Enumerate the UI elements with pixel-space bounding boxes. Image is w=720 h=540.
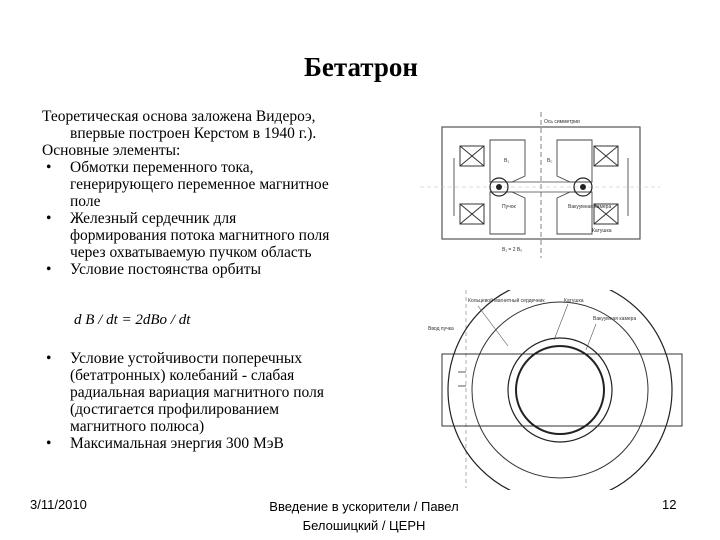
footer-author: Введение в ускорители / Павел Белошицкий / ЦЕРН [269, 499, 459, 533]
slide-title: Бетатрон [304, 52, 418, 82]
footer-date: 3/11/2010 [30, 497, 87, 512]
pointer-line [554, 304, 568, 340]
bullet-dot: • [46, 159, 52, 176]
coil-icon [460, 146, 484, 166]
yoke-band [442, 354, 682, 426]
bullet-item-core: • Железный сердечник для формирования потока магнитного поля через охватываемую пучком область [46, 210, 330, 261]
orbit-formula: d B / dt = 2dBo / dt [74, 312, 191, 328]
beam-dot [580, 184, 586, 190]
lower-pole-right [557, 192, 592, 234]
bullet-item-energy: • Максимальная энергия 300 МэВ [46, 435, 284, 452]
label-yoke: Кольцевой магнитный сердечник [468, 298, 545, 304]
betatron-cross-section-diagram [420, 110, 660, 260]
lower-pole-left [490, 192, 525, 234]
slide-body-bottom [42, 350, 387, 452]
label-beam: Пучок [502, 204, 516, 210]
coil-icon [594, 146, 618, 166]
vacuum-chamber-inner [516, 346, 604, 434]
bullet-item-stability: • Условие устойчивости поперечных (бетатронных) колебаний - слабая радиальная вариация магнитного поля (достигается профилированием магнитного полюса) [46, 350, 324, 435]
label-injection: Ввод пучка [428, 326, 454, 332]
bullet-item-orbit: • Условие постоянства орбиты [46, 261, 261, 278]
outer-yoke-ring [448, 290, 672, 490]
label-chamber: Вакуумная камера [568, 204, 612, 210]
upper-pole-right [557, 140, 592, 182]
bullet-dot: • [46, 261, 52, 278]
label-coil: Катушка [564, 298, 584, 304]
bullet-dot: • [46, 350, 52, 367]
pointer-line [586, 324, 596, 350]
diagram-frame [442, 127, 640, 239]
label-relation: B₁ = 2 B₀ [502, 247, 523, 253]
coil-ring [472, 302, 648, 478]
slide-body-top [42, 108, 387, 278]
label-b0: B₀ [547, 158, 553, 164]
page-number: 12 [662, 497, 677, 512]
label-chamber: Вакуумная камера [593, 316, 637, 322]
label-b1: B₁ [504, 158, 510, 164]
pointer-line [478, 306, 508, 346]
bullet-item-coils: • Обмотки переменного тока, генерирующего переменное магнитное поле [46, 159, 329, 210]
intro-line: Теоретическая основа заложена Видероэ, [42, 108, 316, 125]
label-axis: Ось симметрии [544, 119, 580, 125]
label-coil: Катушка [592, 228, 612, 234]
intro-line: впервые построен Керстом в 1940 г.). [70, 125, 317, 142]
bullet-dot: • [46, 435, 52, 452]
beam-dot [496, 184, 502, 190]
elements-heading: Основные элементы: [42, 142, 181, 159]
coil-icon [460, 204, 484, 224]
betatron-top-view-diagram [428, 290, 696, 490]
bullet-dot: • [46, 210, 52, 227]
